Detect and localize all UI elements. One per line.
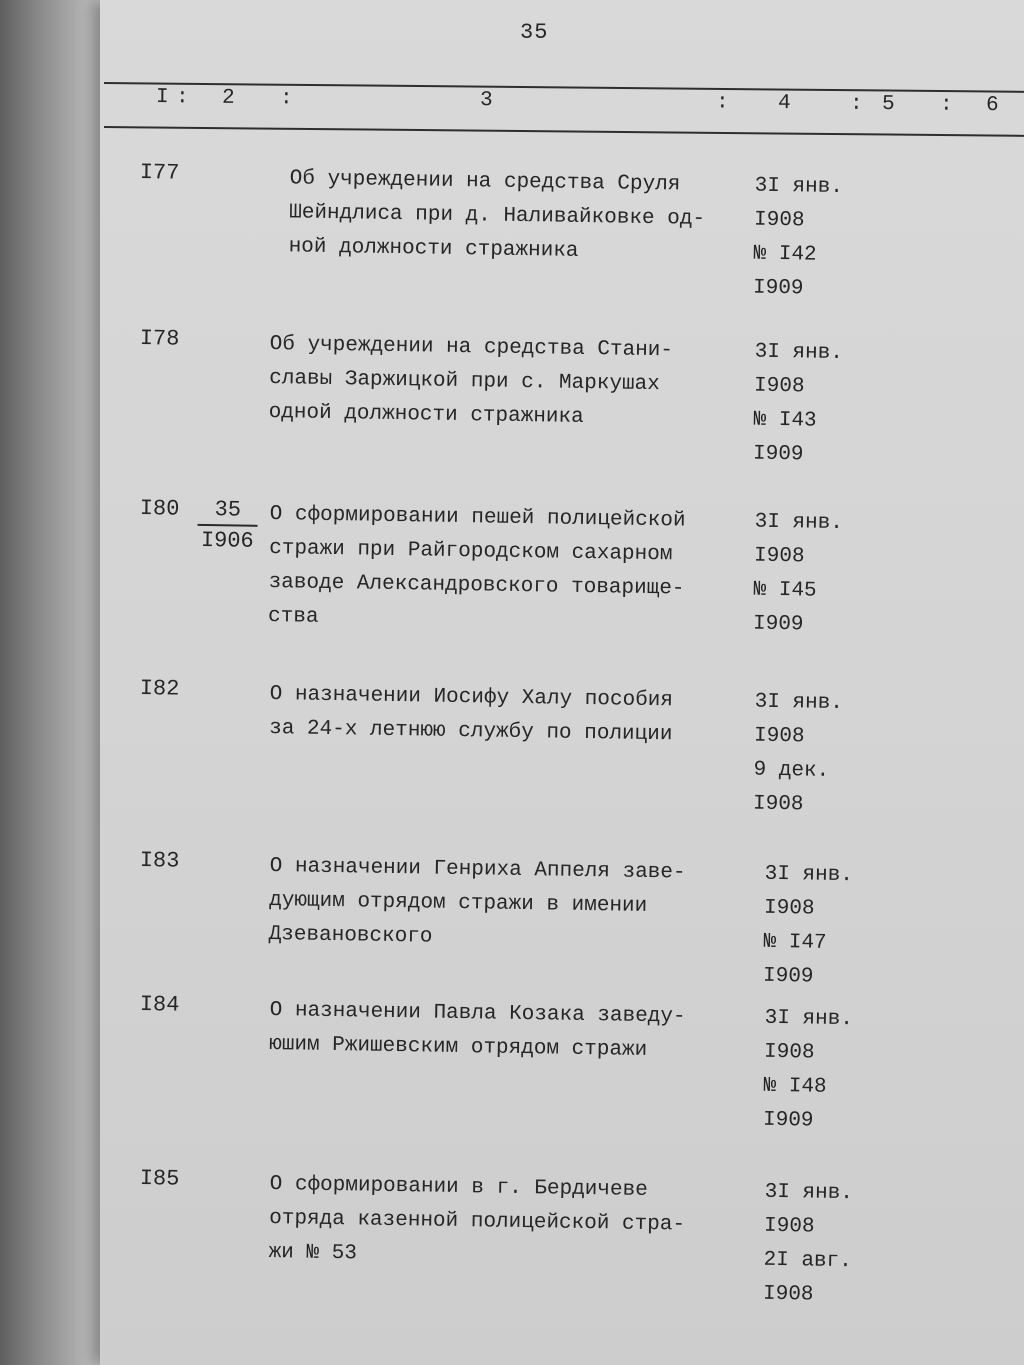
- entry-number: I80: [139, 496, 180, 522]
- entry-description: Об учреждении на средства Сруля Шейндлиса при д. Наливайковке од- ной должности стражника: [288, 167, 706, 263]
- entry-dates: 3I янв. I908 2I авг. I908: [762, 1180, 854, 1307]
- entry-description: Об учреждении на средства Стани- славы Заржицкой при с. Маркушах одной должности стражника: [268, 333, 674, 429]
- column-header-row: I : 2 : 3 : 4 : 5 : 6: [155, 86, 999, 118]
- entry-number: I77: [139, 160, 180, 186]
- archive-reference: [197, 497, 258, 554]
- entry-description: О сформировании в г. Бердичеве отряда казенной полицейской стра- жи № 53: [268, 1173, 686, 1266]
- entry-description: О сформировании пешей полицейской стражи при Райгородском сахарном заводе Александровского товарище- ства: [267, 503, 686, 629]
- entry-description: О назначении Павла Козака заведу- юшим Ржишевским отрядом стражи: [269, 999, 686, 1062]
- entry-dates: 3I янв. I908 9 дек. I908: [752, 690, 844, 817]
- column-header-3: 3: [479, 89, 493, 113]
- entry-dates: 3I янв. I908 № I45 I909: [752, 510, 844, 637]
- entry-dates: 3I янв. I908 № I47 I909: [762, 862, 854, 989]
- column-header-2: 2: [221, 86, 235, 110]
- entry-number: I85: [139, 1166, 180, 1192]
- entry-number: I83: [139, 848, 180, 874]
- entry-number: I84: [139, 992, 180, 1018]
- column-header-6: 6: [985, 94, 999, 118]
- column-header-5: 5: [881, 93, 895, 117]
- archive-reference-year: I906: [200, 527, 254, 554]
- entry-description: О назначении Иосифу Халу пособия за 24-х летнюю службу по полиции: [269, 683, 674, 747]
- page-number: 35: [520, 20, 549, 45]
- column-header-4: 4: [777, 92, 791, 116]
- archive-reference-number: 35: [198, 497, 258, 527]
- entry-dates: 3I янв. I908 № I48 I909: [762, 1006, 854, 1133]
- entry-dates: 3I янв. I908 № I42 I909: [752, 174, 844, 301]
- entry-dates: 3I янв. I908 № I43 I909: [752, 340, 844, 467]
- column-header-1: I: [155, 86, 169, 110]
- entry-number: I78: [139, 326, 180, 352]
- entry-number: I82: [139, 676, 180, 702]
- entry-description: О назначении Генриха Аппеля заве- дующим отрядом стражи в имении Дзевановского: [268, 855, 686, 949]
